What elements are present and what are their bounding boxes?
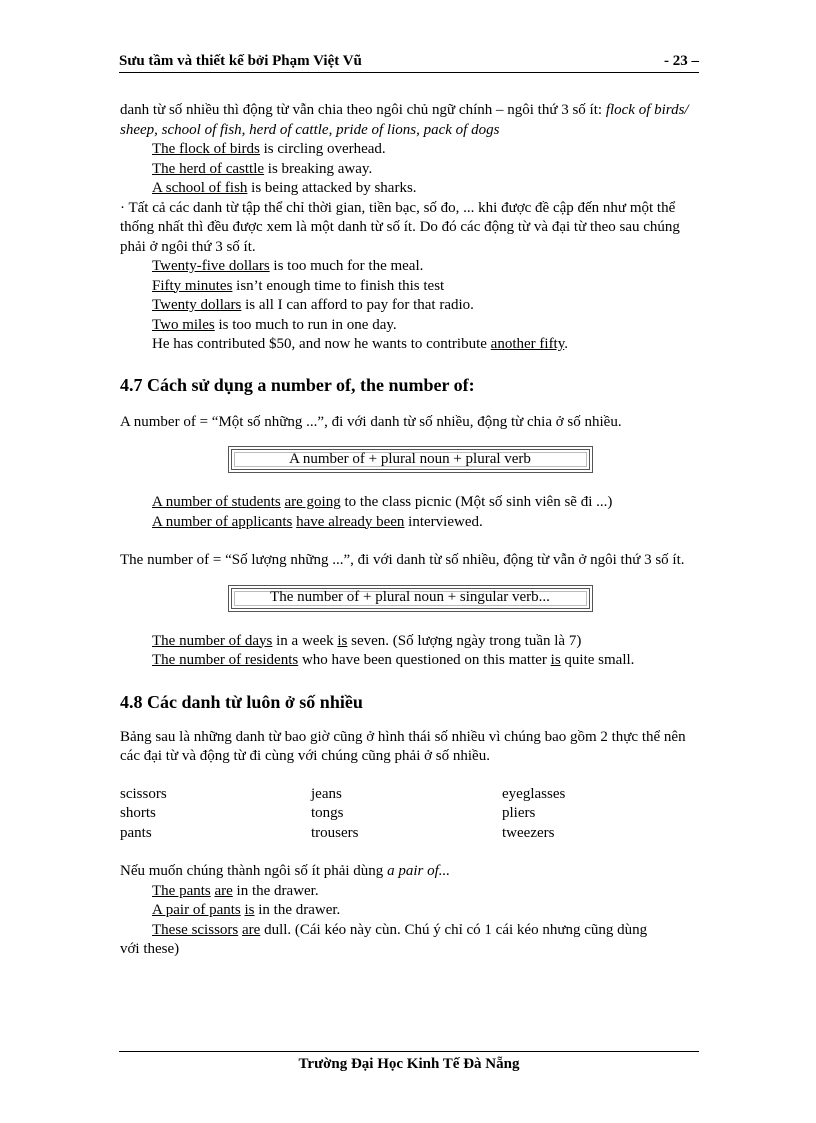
noun-cell: tongs — [311, 805, 344, 821]
header-title: Sưu tầm và thiết kế bởi Phạm Việt Vũ — [119, 53, 362, 69]
page-header — [119, 52, 699, 73]
example-line — [120, 316, 700, 336]
example-rest: quite small. — [560, 652, 635, 668]
noun-cell: eyeglasses — [502, 785, 566, 802]
example-subject: Twenty dollars — [152, 297, 242, 313]
example-rest: is all I can afford to pay for that radio. — [241, 297, 474, 313]
intro-paragraph — [120, 101, 700, 140]
example-line — [120, 257, 700, 277]
example-rest: to the class picnic (Một số sinh viên sẽ đi ...) — [340, 494, 613, 510]
example-subject: A school of fish — [152, 180, 248, 196]
example-rest: He has contributed $50, and now he wants to contribute — [152, 336, 491, 352]
example-rest: is too much to run in one day. — [214, 316, 397, 333]
example-subject: The number of residents — [152, 652, 299, 668]
the-number-of-paragraph: The number of = “Số lượng những ...”, đi với danh từ số nhiều, động từ vẫn ở ngôi thứ 3 số ít. — [120, 552, 685, 568]
section-heading-4-7: 4.7 Cách sử dụng a number of, the number of: — [120, 374, 475, 395]
plural-nouns-table — [120, 785, 700, 844]
a-number-examples — [120, 493, 700, 532]
example-verb: is — [337, 632, 348, 649]
noun-cell: pants — [120, 824, 152, 841]
example-verb: have already been — [296, 513, 405, 530]
example-rest: is too much for the meal. — [269, 258, 424, 274]
example-subject: The herd of casttle — [152, 160, 265, 177]
example-verb: are going — [284, 494, 341, 510]
example-rest: in a week — [272, 632, 338, 649]
example-line — [120, 179, 700, 199]
noun-cell: tweezers — [502, 824, 555, 841]
example-subject: Fifty minutes — [152, 277, 233, 294]
example-line — [120, 513, 700, 533]
example-line — [120, 160, 700, 180]
example-rest: in the drawer. — [254, 902, 341, 918]
example-subject: A number of applicants — [152, 513, 293, 530]
formula-text: A number of + plural noun + plural verb — [231, 449, 590, 470]
intro-examples: flock of birds/ sheep, school of fish, herd of cattle, pride of lions, pack of dogs — [120, 102, 689, 138]
example-line — [120, 901, 700, 921]
example-subject: Twenty-five dollars — [152, 258, 270, 274]
footer-text: Trường Đại Học Kinh Tế Đà Nẵng — [298, 1056, 520, 1072]
example-line — [120, 277, 700, 297]
noun-cell: scissors — [120, 785, 167, 802]
example-line — [120, 335, 700, 355]
example-line — [120, 493, 700, 513]
formula-text: The number of + plural noun + singular verb... — [231, 588, 590, 609]
noun-cell: jeans — [311, 785, 342, 802]
example-rest: . — [564, 336, 569, 352]
section-heading-4-8: 4.8 Các danh từ luôn ở số nhiều — [120, 691, 363, 712]
unit-examples — [120, 257, 700, 355]
noun-cell: shorts — [120, 805, 156, 821]
example-rest: isn’t enough time to finish this test — [232, 277, 445, 294]
example-rest: who have been questioned on this matter — [298, 652, 551, 668]
page-footer — [119, 1051, 699, 1075]
example-rest: interviewed. — [404, 513, 483, 530]
example-verb: is — [244, 902, 255, 918]
example-subject: The flock of birds — [152, 141, 260, 157]
page-content — [120, 101, 700, 960]
example-verb: are — [242, 921, 261, 938]
example-subject: A pair of pants — [152, 902, 241, 918]
page-number: - 23 – — [664, 53, 699, 69]
pair-of-paragraph — [120, 862, 700, 882]
pair-text: Nếu muốn chúng thành ngôi số ít phải dùng — [120, 863, 388, 879]
example-rest: seven. (Số lượng ngày trong tuần là 7) — [347, 632, 582, 649]
example-line — [120, 632, 700, 652]
example-rest: is being attacked by sharks. — [247, 180, 417, 196]
example-line — [120, 921, 700, 941]
example-subject: A number of students — [152, 494, 281, 510]
example-line — [120, 296, 700, 316]
intro-text: danh từ số nhiều thì động từ vẫn chia theo ngôi chủ ngữ chính – ngôi thứ 3 số ít: — [120, 102, 606, 118]
formula-box — [228, 446, 593, 473]
noun-cell: trousers — [311, 824, 359, 841]
example-line — [120, 140, 700, 160]
example-subject: another fifty — [490, 336, 565, 352]
rule-paragraph: · Tất cả các danh từ tập thể chỉ thời gian, tiền bạc, số đo, ... khi được đề cập đến như một thể thống nhất thì đều được xem là một danh từ số ít. Do đó các động từ và đại từ theo sau chúng phải ở ngôi thứ 3 số ít. — [120, 199, 680, 255]
example-verb: is — [550, 652, 561, 668]
example-rest: dull. (Cái kéo này cùn. Chú ý chỉ có 1 cái kéo nhưng cũng dùng — [260, 921, 648, 938]
formula-box — [228, 585, 593, 612]
example-line — [120, 651, 700, 671]
noun-cell: pliers — [502, 805, 536, 821]
example-continuation: với these) — [120, 941, 180, 957]
plural-nouns-intro: Bảng sau là những danh từ bao giờ cũng ở hình thái số nhiều vì chúng bao gồm 2 thực thể nên các đại từ và động từ đi cùng với chúng cũng phải ở số nhiều. — [120, 728, 686, 764]
example-rest: is breaking away. — [264, 160, 373, 177]
example-subject: These scissors — [152, 921, 239, 938]
example-subject: The number of days — [152, 632, 273, 649]
example-subject: Two miles — [152, 316, 215, 333]
collective-examples — [120, 140, 700, 199]
example-line — [120, 882, 700, 902]
example-rest: is circling overhead. — [259, 141, 386, 157]
a-number-of-paragraph: A number of = “Một số những ...”, đi với danh từ số nhiều, động từ chia ở số nhiều. — [120, 413, 622, 430]
example-verb: are — [214, 882, 233, 899]
example-rest: in the drawer. — [232, 882, 319, 899]
example-subject: The pants — [152, 882, 211, 899]
the-number-examples — [120, 632, 700, 671]
pair-italic: a pair of... — [387, 863, 450, 879]
